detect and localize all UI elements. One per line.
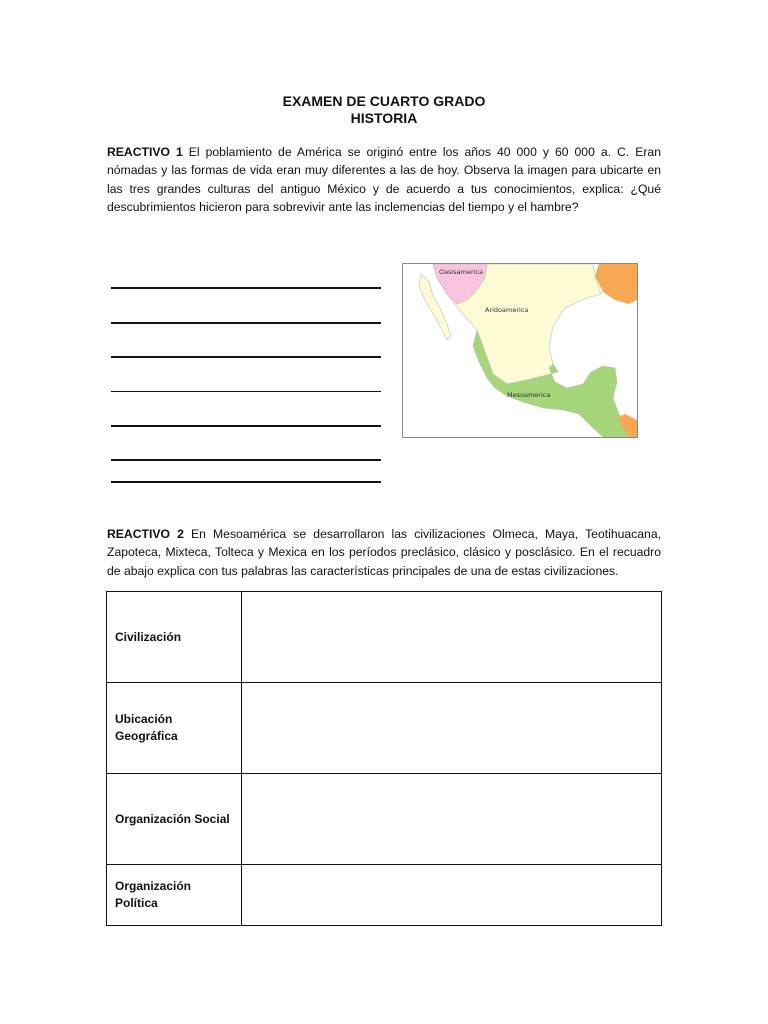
answer-cell-organizacion-politica[interactable] [242, 865, 662, 926]
answer-cell-civilizacion[interactable] [242, 592, 662, 683]
row-label-civilizacion: Civilización [107, 592, 242, 683]
oasisamerica-label: Oasisamerica [439, 268, 484, 276]
reactivo-1-text: El poblamiento de América se originó entre los años 40 000 y 60 000 a. C. Eran nómadas y las formas de vida eran muy diferentes a las de hoy. Observa la imagen para ubicarte en las tres grandes culturas del antiguo México y de acuerdo a tus conocimientos, explica: ¿Qué descubrimientos hicieron para sobrevivir ante las inclemencias del tiempo y el hambre? [107, 145, 661, 215]
exam-subject: HISTORIA [350, 110, 418, 126]
answer-line[interactable] [111, 425, 381, 427]
answer-cell-ubicacion[interactable] [242, 683, 662, 774]
aridoamerica-label: Aridoamerica [485, 306, 529, 314]
answer-line[interactable] [111, 287, 381, 289]
table-row [107, 774, 662, 865]
table-row [107, 592, 662, 683]
table-row [107, 683, 662, 774]
mexico-cultural-regions-map [402, 263, 638, 438]
answer-line[interactable] [111, 459, 381, 461]
reactivo-2-text: En Mesoamérica se desarrollaron las civilizaciones Olmeca, Maya, Teotihuacana, Zapoteca, Mixteca, Tolteca y Mexica en los períodos preclásico, clásico y posclásico. En el recuadro de abajo explica con tus palabras las características principales de una de estas civilizaciones. [107, 527, 661, 578]
reactivo-1-paragraph [107, 143, 661, 217]
answer-line[interactable] [111, 481, 381, 483]
mesoamerica-label: Mesoamerica [507, 391, 551, 399]
reactivo-2-paragraph [107, 525, 661, 580]
reactivo-2-label: REACTIVO 2 [107, 527, 184, 541]
answer-line[interactable] [111, 322, 381, 324]
exam-title: EXAMEN DE CUARTO GRADO [282, 93, 486, 109]
row-label-ubicacion: Ubicación Geográfica [107, 683, 242, 774]
answer-line[interactable] [111, 356, 381, 358]
answer-line[interactable] [111, 391, 381, 392]
table-row [107, 865, 662, 926]
row-label-organizacion-social: Organización Social [107, 774, 242, 865]
row-label-organizacion-politica: Organización Política [107, 865, 242, 926]
answer-cell-organizacion-social[interactable] [242, 774, 662, 865]
civilization-table [106, 591, 662, 926]
reactivo-1-label: REACTIVO 1 [107, 145, 183, 159]
